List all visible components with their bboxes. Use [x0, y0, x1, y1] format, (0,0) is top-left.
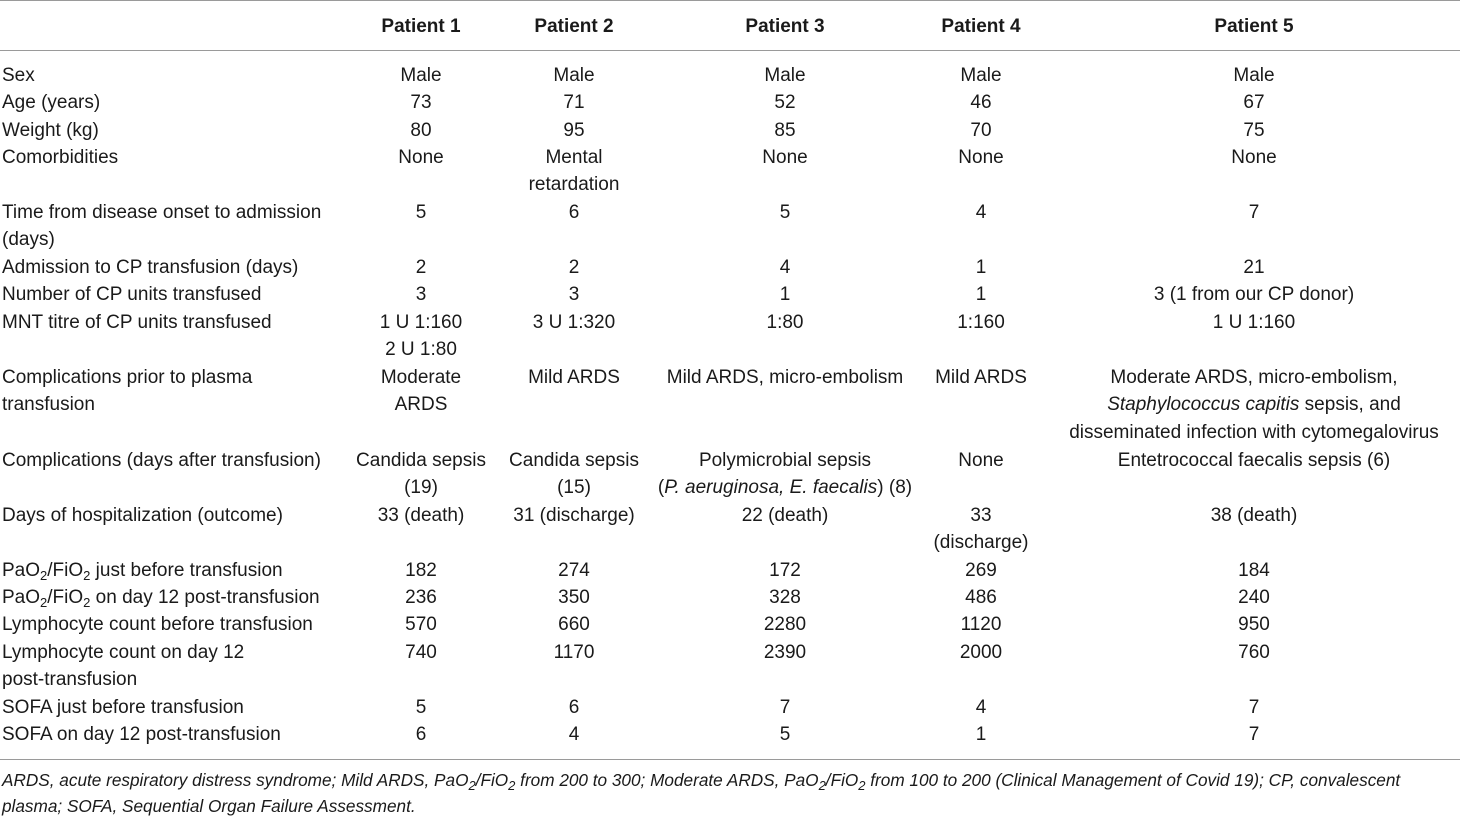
table-cell: 70	[970, 120, 992, 141]
table-cell: None	[762, 147, 808, 168]
table-cell: 1	[975, 257, 987, 278]
table-cell: (15)	[557, 477, 591, 499]
table-cell: 3	[415, 284, 427, 305]
header-rule	[0, 50, 1460, 51]
table-cell: Mild ARDS	[935, 367, 1027, 388]
table-cell: 6	[568, 697, 580, 718]
row-label: transfusion	[2, 394, 95, 416]
table-cell: 5	[779, 202, 791, 223]
bottom-rule	[0, 759, 1460, 760]
row-label: Number of CP units transfused	[2, 284, 262, 305]
table-cell: Candida sepsis	[356, 450, 486, 471]
table-cell: Male	[1233, 65, 1275, 86]
table-cell: 4	[779, 257, 791, 278]
table-cell: 2	[415, 257, 427, 278]
table-cell: 6	[568, 202, 580, 223]
table-cell: 1	[779, 284, 791, 305]
row-label: Lymphocyte count before transfusion	[2, 614, 313, 635]
row-label: SOFA just before transfusion	[2, 697, 244, 718]
table-cell: None	[958, 147, 1004, 168]
top-rule	[0, 0, 1460, 1]
table-cell: 1170	[553, 642, 595, 663]
row-label: PaO$_2$/FiO$_2$ on day 12 post-transfusion	[2, 587, 320, 610]
table-cell: 950	[1238, 614, 1270, 635]
row-label: (days)	[2, 229, 55, 251]
table-cell: 73	[410, 92, 432, 113]
footnote-line: ARDS, acute respiratory distress syndrome; Mild ARDS, PaO$_2$/FiO$_2$ from 200 to 300; Moderate ARDS, PaO$_2$/FiO$_2$ from 100 to 200 (Clinical Management of Covid 19); CP, convalescent	[2, 770, 1401, 793]
table-cell: 7	[779, 697, 791, 718]
table-cell: 1:160	[957, 312, 1005, 333]
table-cell: 7	[1248, 697, 1260, 718]
table-cell: 182	[405, 560, 437, 581]
row-label: Time from disease onset to admission	[2, 202, 322, 223]
table-cell: 67	[1243, 92, 1265, 113]
table-cell: (P. aeruginosa, E. faecalis) (8)	[657, 477, 913, 499]
table-cell: Male	[960, 65, 1002, 86]
table-cell: None	[1231, 147, 1277, 168]
table-cell: 38 (death)	[1210, 505, 1298, 526]
table-cell: 80	[410, 120, 432, 141]
row-label: Weight (kg)	[2, 120, 99, 141]
table-cell: 3 U 1:320	[532, 312, 616, 333]
column-header: Patient 5	[1214, 16, 1294, 37]
table-cell: 1	[975, 724, 987, 745]
row-label: Complications (days after transfusion)	[2, 450, 321, 471]
table-cell: 2280	[763, 614, 807, 635]
table-cell: 660	[558, 614, 590, 635]
row-label: Days of hospitalization (outcome)	[2, 505, 283, 526]
table-cell: 5	[415, 202, 427, 223]
table-cell: 2	[568, 257, 580, 278]
table-cell: None	[398, 147, 444, 168]
table-cell: 1	[975, 284, 987, 305]
table-cell: 172	[769, 560, 801, 581]
table-cell: 486	[965, 587, 997, 608]
table-cell: 71	[563, 92, 585, 113]
table-cell: None	[958, 450, 1004, 471]
table-cell: Male	[400, 65, 442, 86]
table-cell: 2 U 1:80	[385, 339, 457, 361]
table-cell: 5	[779, 724, 791, 745]
table-cell: Male	[764, 65, 806, 86]
table-cell: 1120	[960, 614, 1002, 635]
table-cell: 184	[1238, 560, 1270, 581]
footnote-line: plasma; SOFA, Sequential Organ Failure Assessment.	[2, 796, 416, 816]
table-cell: 21	[1243, 257, 1265, 278]
table-cell: Entetrococcal faecalis sepsis (6)	[1117, 450, 1391, 471]
row-label: Comorbidities	[2, 147, 119, 168]
table-cell: Polymicrobial sepsis	[698, 450, 872, 471]
column-header: Patient 1	[381, 16, 461, 37]
table-cell: 85	[774, 120, 796, 141]
table-cell: 22 (death)	[741, 505, 829, 526]
column-header: Patient 3	[745, 16, 825, 37]
table-cell: 7	[1248, 724, 1260, 745]
table-cell: 350	[558, 587, 590, 608]
table-cell: 1 U 1:160	[379, 312, 463, 333]
table-cell: 7	[1248, 202, 1260, 223]
table-cell: 269	[965, 560, 997, 581]
row-label: SOFA on day 12 post-transfusion	[2, 724, 281, 745]
table-cell: 4	[975, 697, 987, 718]
table-cell: 3 (1 from our CP donor)	[1153, 284, 1355, 305]
table-cell: 6	[415, 724, 427, 745]
table-cell: 52	[774, 92, 796, 113]
table-cell: 4	[975, 202, 987, 223]
table-cell: 328	[769, 587, 801, 608]
table-cell: Moderate ARDS, micro-embolism,	[1110, 367, 1398, 388]
table-cell: retardation	[528, 174, 620, 196]
row-label: Lymphocyte count on day 12	[2, 642, 245, 663]
row-label: PaO$_2$/FiO$_2$ just before transfusion	[2, 560, 283, 583]
table-cell: 2000	[959, 642, 1003, 663]
table-cell: Moderate	[380, 367, 462, 388]
table-cell: ARDS	[394, 394, 448, 416]
table-footnote	[2, 767, 1458, 819]
row-label: Complications prior to plasma	[2, 367, 253, 388]
table-cell: 33 (death)	[377, 505, 465, 526]
table-cell: 3	[568, 284, 580, 305]
table-cell: 2390	[763, 642, 807, 663]
table-cell: 274	[558, 560, 590, 581]
table-cell: 760	[1238, 642, 1270, 663]
table-cell: 95	[563, 120, 585, 141]
table-cell: (19)	[404, 477, 438, 499]
row-label: post-transfusion	[2, 669, 138, 691]
table-cell: Mild ARDS, micro-embolism	[666, 367, 904, 388]
table-cell: Mild ARDS	[528, 367, 620, 388]
row-label: Sex	[2, 65, 35, 86]
table-cell: 1:80	[766, 312, 804, 333]
table-cell: Male	[553, 65, 595, 86]
table-cell: 240	[1238, 587, 1270, 608]
table-cell: 33	[970, 505, 992, 526]
row-label: MNT titre of CP units transfused	[2, 312, 272, 333]
table-cell: (discharge)	[933, 532, 1029, 554]
table-cell: 236	[405, 587, 437, 608]
table-cell: 570	[405, 614, 437, 635]
table-cell: 31 (discharge)	[513, 505, 635, 526]
column-header: Patient 2	[534, 16, 614, 37]
column-header: Patient 4	[941, 16, 1021, 37]
table-cell: 75	[1243, 120, 1265, 141]
table-cell: 46	[970, 92, 992, 113]
table-cell: 740	[405, 642, 437, 663]
row-label: Admission to CP transfusion (days)	[2, 257, 299, 278]
table-cell: disseminated infection with cytomegalovirus	[1069, 421, 1439, 443]
table-cell: 1 U 1:160	[1212, 312, 1296, 333]
table-cell: 4	[568, 724, 580, 745]
table-cell: Mental	[545, 147, 603, 168]
row-label: Age (years)	[2, 92, 101, 113]
table-cell: Staphylococcus capitis sepsis, and	[1107, 394, 1401, 416]
table-cell: Candida sepsis	[509, 450, 639, 471]
table-cell: 5	[415, 697, 427, 718]
